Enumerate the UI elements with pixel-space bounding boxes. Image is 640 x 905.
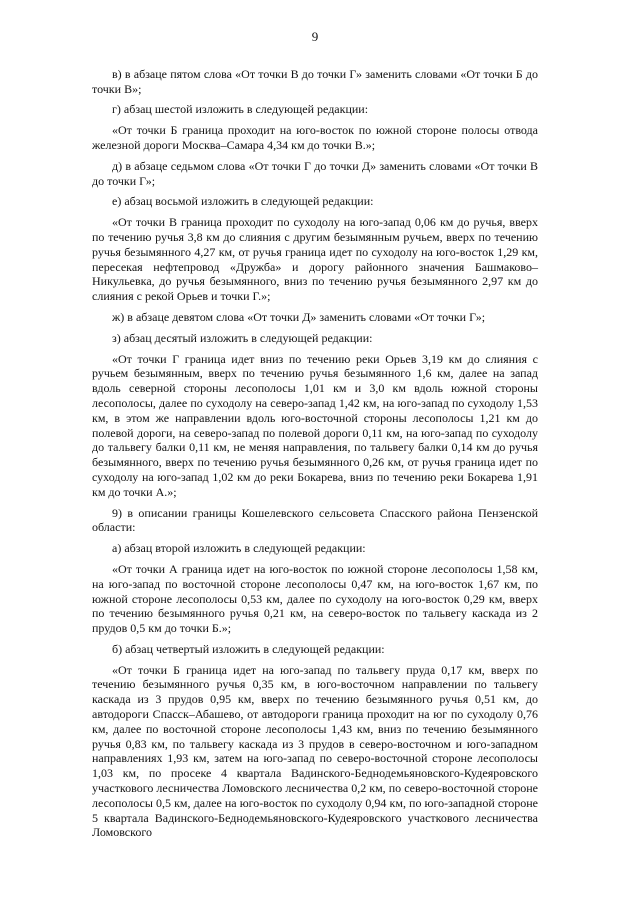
paragraph-zh: ж) в абзаце девятом слова «От точки Д» заменить словами «От точки Г»;: [112, 309, 486, 324]
paragraph-e: е) абзац восьмой изложить в следующей редакции:: [112, 194, 374, 209]
page-number: 9: [311, 29, 319, 44]
paragraph-item-9: 9) в описании границы Кошелевского сельсовета Спасского района Пензенской области:: [92, 505, 538, 535]
paragraph-a: а) абзац второй изложить в следующей редакции:: [112, 541, 366, 556]
paragraph-d: д) в абзаце седьмом слова «От точки Г до точки Д» заменить словами «От точки В до точки Г»;: [92, 158, 538, 188]
paragraph-v: в) в абзаце пятом слова «От точки В до точки Г» заменить словами «От точки Б до точки В»;: [92, 66, 538, 96]
paragraph-z: з) абзац десятый изложить в следующей редакции:: [112, 330, 373, 345]
paragraph-a-quote: «От точки А граница идет на юго-восток по южной стороне лесополосы 1,58 км, на юго-запад по восточной стороне лесополосы 0,47 км, на юго-восток 1,67 км, по южной стороне лесополосы 0,53 км, далее по суходолу на юго-восток 0,29 км, вверх по течению безымянного ручья 0,21 км, на северо-восток по тальвегу каскада из 2 прудов 0,5 км до точки Б.»;: [92, 561, 538, 636]
paragraph-e-quote: «От точки В граница проходит по суходолу на юго-запад 0,06 км до ручья, вверх по течению ручья 3,8 км до слияния с другим безымянным ручьем, вверх по течению ручья безымянного 4,27 км, от ручья граница идет по суходолу на юго-восток 1,29 км, пересекая нефтепровод «Дружба» и дорогу районного значения Башмаково–Никульевка, до ручья безымянного, вниз по течению ручья безымянного 2,97 км до слияния с рекой Орьев и точки Г.»;: [92, 215, 538, 304]
paragraph-g: г) абзац шестой изложить в следующей редакции:: [112, 102, 369, 117]
document-page: [92, 30, 538, 846]
paragraph-b: б) абзац четвертый изложить в следующей редакции:: [112, 641, 385, 656]
paragraph-g-quote: «От точки Б граница проходит на юго-восток по южной стороне полосы отвода железной дороги Москва–Самара 4,34 км до точки В.»;: [92, 123, 538, 152]
paragraph-z-quote: «От точки Г граница идет вниз по течению реки Орьев 3,19 км до слияния с ручьем безымянным, вверх по течению ручья безымянного 1,6 км, далее на запад вдоль северной стороны лесополосы 1,01 км и 3,0 км вдоль южной стороны лесополосы, далее по суходолу на северо-запад 1,42 км, на юго-запад по суходолу 1,53 км, в этом же направлении вдоль юго-восточной стороны лесополосы 1,21 км до полевой дороги, на северо-запад по полевой дороги 0,11 км, на юго-запад по суходолу до тальвегу балки 0,11 км, не меняя направления, по тальвегу балки 0,14 км до ручья безымянного, вверх по течению ручья безымянного 0,26 км, от ручья граница идет по суходолу на юго-запад 1,02 км до реки Бокарева, вниз по течению реки Бокарева 1,91 км до точки А.»;: [92, 351, 538, 499]
paragraph-b-quote: «От точки Б граница идет на юго-запад по тальвегу пруда 0,17 км, вверх по течению безымянного ручья 0,35 км, в юго-восточном направлении по тальвегу каскада из 3 прудов 0,95 км, вверх по течению безымянного ручья 0,51 км, до автодороги Спасск–Абашево, от автодороги граница проходит на юг по суходолу 0,76 км, далее по восточной стороне лесополосы 1,43 км, вниз по течению безымянного ручья 0,83 км, по тальвегу каскада из 3 прудов в северо-восточном и юго-западном направлениях 1,93 км, затем на юго-запад по северо-восточной стороне лесополосы 1,03 км, по просеке 4 квартала Вадинского-Беднодемьяновского-Кудеяровского участкового лесничества Ломовского лесничества 0,2 км, по северо-восточной стороне лесополосы 0,5 км, далее на юго-восток по суходолу 0,94 км, по юго-западной стороне 5 квартала Вадинского-Беднодемьяновского-Кудеяровского участкового лесничества Ломовского: [92, 662, 538, 840]
